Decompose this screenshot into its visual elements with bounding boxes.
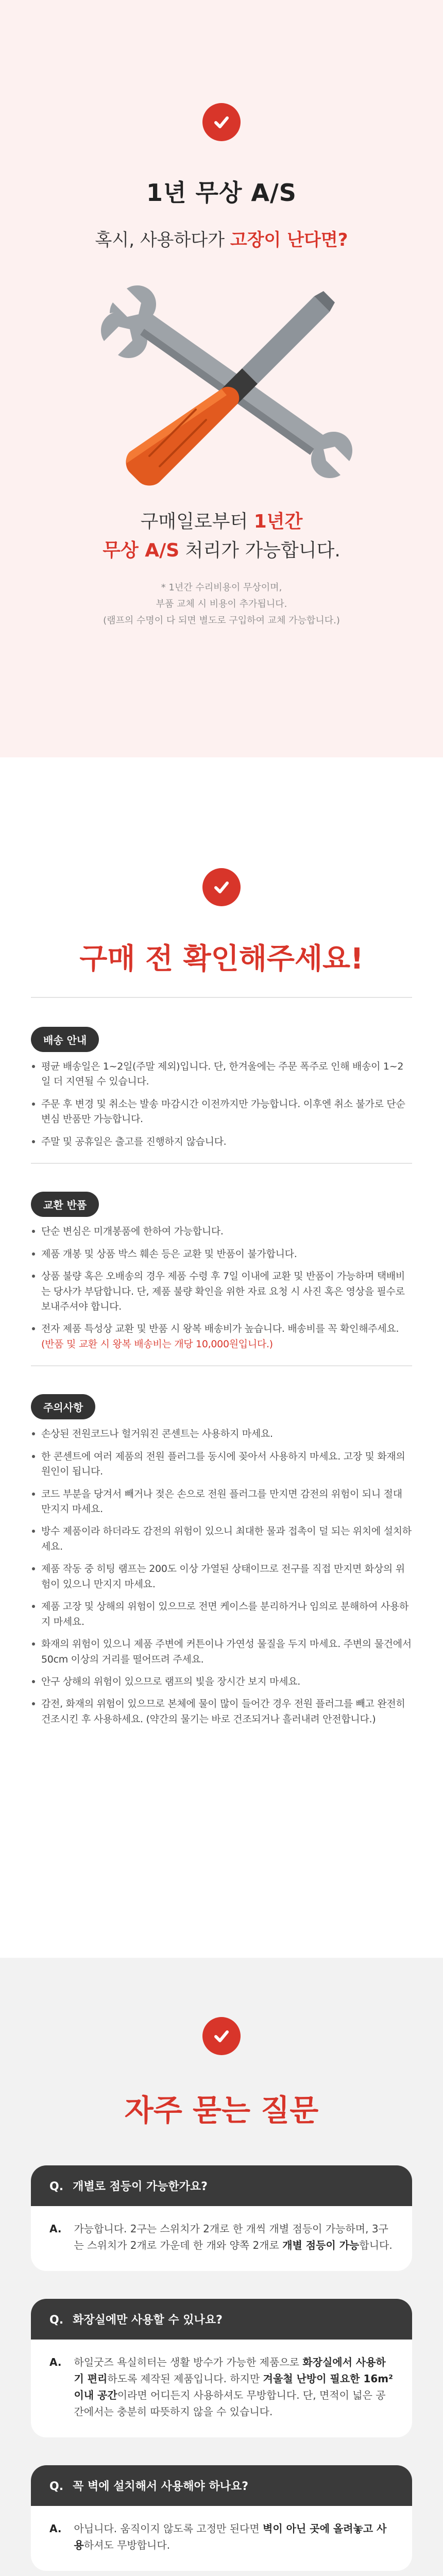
exchange-block (31, 1192, 412, 1352)
faq-answer: A. 하일굿즈 욕실히터는 생활 방수가 가능한 제품으로 화장실에서 사용하기 편리하도록 제작된 제품입니다. 하지만 겨울철 난방이 필요한 16m² 이내 공간이라면 어디든지 사용하셔도 무방합니다. 단, 면적이 넓은 공간에서는 충분히 따뜻하지 않을 수 있습니다. (49, 2356, 393, 2418)
check-badge (202, 103, 241, 141)
list-item: 한 콘센트에 여러 제품의 전원 플러그를 동시에 꽂아서 사용하지 마세요. 고장 및 화재의 원인이 됩니다. (31, 1449, 412, 1480)
caution-pill: 주의사항 (31, 1394, 95, 1419)
list-item: 감전, 화재의 위험이 있으므로 본체에 물이 많이 들어간 경우 전원 플러그를 빼고 완전히 건조시킨 후 사용하세요. (약간의 물기는 바로 건조되거나 흘러내려 안전합니다.) (31, 1697, 412, 1727)
list-item: 주말 및 공휴일은 출고를 진행하지 않습니다. (31, 1134, 412, 1149)
list-item: 제품 작동 중 히팅 램프는 200도 이상 가열된 상태이므로 전구를 직접 만지면 화상의 위험이 있으니 만지지 마세요. (31, 1562, 412, 1592)
as-section (0, 0, 443, 757)
exchange-list (31, 1224, 412, 1352)
exchange-pill: 교환 반품 (31, 1192, 99, 1217)
faq-answer: A. 아닙니다. 움직이지 않도록 고정만 된다면 벽이 아닌 곳에 올려놓고 사용하셔도 무방합니다. (49, 2522, 387, 2551)
list-item: 화재의 위험이 있으니 제품 주변에 커튼이나 가연성 물질을 두지 마세요. 주변의 물건에서 50cm 이상의 거리를 떨어뜨려 주세요. (31, 1637, 412, 1667)
check-icon (211, 2026, 232, 2046)
shipping-block (31, 1027, 412, 1149)
purchase-check-section (0, 757, 443, 1958)
shipping-list (31, 1059, 412, 1149)
faq-item (31, 2165, 412, 2271)
as-guarantee-text: 구매일로부터 1년간 무상 A/S 처리가 가능합니다. (103, 511, 340, 561)
faq-question: Q. 꼭 벽에 설치해서 사용해야 하나요? (31, 2465, 412, 2506)
list-item: 제품 고장 및 상해의 위험이 있으므로 전면 케이스를 분리하거나 임의로 분해하여 사용하지 마세요. (31, 1599, 412, 1630)
list-item: 방수 제품이라 하더라도 감전의 위험이 있으니 최대한 물과 접촉이 덜 되는 위치에 설치하세요. (31, 1524, 412, 1554)
check-title: 구매 전 확인해주세요! (79, 942, 364, 976)
divider (31, 1365, 412, 1366)
as-title: 1년 무상 A/S (146, 179, 297, 207)
faq-section (0, 1958, 443, 2576)
list-item: 코드 부분을 당겨서 빼거나 젖은 손으로 전원 플러그를 만지면 감전의 위험이 되니 절대 만지지 마세요. (31, 1487, 412, 1517)
check-icon (211, 112, 232, 132)
list-item: 상품 불량 혹은 오배송의 경우 제품 수령 후 7일 이내에 교환 및 반품이 가능하며 택배비는 당사가 부담합니다. 단, 제품 불량 확인을 위한 자료 요청 시 사진 혹은 영상을 필수로 보내주셔야 합니다. (31, 1269, 412, 1314)
list-item: 주문 후 변경 및 취소는 발송 마감시간 이전까지만 가능합니다. 이후엔 취소 불가로 단순 변심 반품만 가능합니다. (31, 1097, 412, 1127)
wrench-screwdriver-icon (72, 276, 371, 487)
list-item: 전자 제품 특성상 교환 및 반품 시 왕복 배송비가 높습니다. 배송비를 꼭 확인해주세요. (반품 및 교환 시 왕복 배송비는 개당 10,000원입니다.) (31, 1321, 412, 1352)
list-item: 손상된 전원코드나 헐거워진 콘센트는 사용하지 마세요. (31, 1427, 412, 1442)
faq-item (31, 2465, 412, 2571)
faq-title: 자주 묻는 질문 (124, 2093, 319, 2128)
divider (31, 1163, 412, 1164)
list-item: 제품 개봉 및 상품 박스 훼손 등은 교환 및 반품이 불가합니다. (31, 1247, 412, 1262)
caution-block (31, 1394, 412, 1727)
faq-question: Q. 개별로 점등이 가능한가요? (31, 2165, 412, 2206)
as-subtitle: 혹시, 사용하다가 고장이 난다면? (95, 230, 348, 250)
check-icon (211, 877, 232, 897)
list-item: 안구 상해의 위험이 있으므로 램프의 빛을 장시간 보지 마세요. (31, 1674, 412, 1689)
list-item: 평균 배송일은 1~2일(주말 제외)입니다. 단, 한겨울에는 주문 폭주로 인해 배송이 1~2일 더 지연될 수 있습니다. (31, 1059, 412, 1090)
shipping-pill: 배송 안내 (31, 1027, 99, 1052)
check-badge (202, 868, 241, 906)
check-badge (202, 2017, 241, 2055)
faq-answer: A. 가능합니다. 2구는 스위치가 2개로 한 개씩 개별 점등이 가능하며, 3구는 스위치가 2개로 가운데 한 개와 양쪽 2개로 개별 점등이 가능합니다. (49, 2223, 393, 2251)
as-notes: * 1년간 수리비용이 무상이며, 부품 교체 시 비용이 추가됩니다. (램프의 수명이 다 되면 별도로 구입하여 교체 가능합니다.) (103, 582, 340, 626)
caution-list (31, 1427, 412, 1727)
divider (31, 997, 412, 998)
faq-question: Q. 화장실에만 사용할 수 있나요? (31, 2299, 412, 2340)
faq-item (31, 2299, 412, 2437)
list-item: 단순 변심은 미개봉품에 한하여 가능합니다. (31, 1224, 412, 1239)
